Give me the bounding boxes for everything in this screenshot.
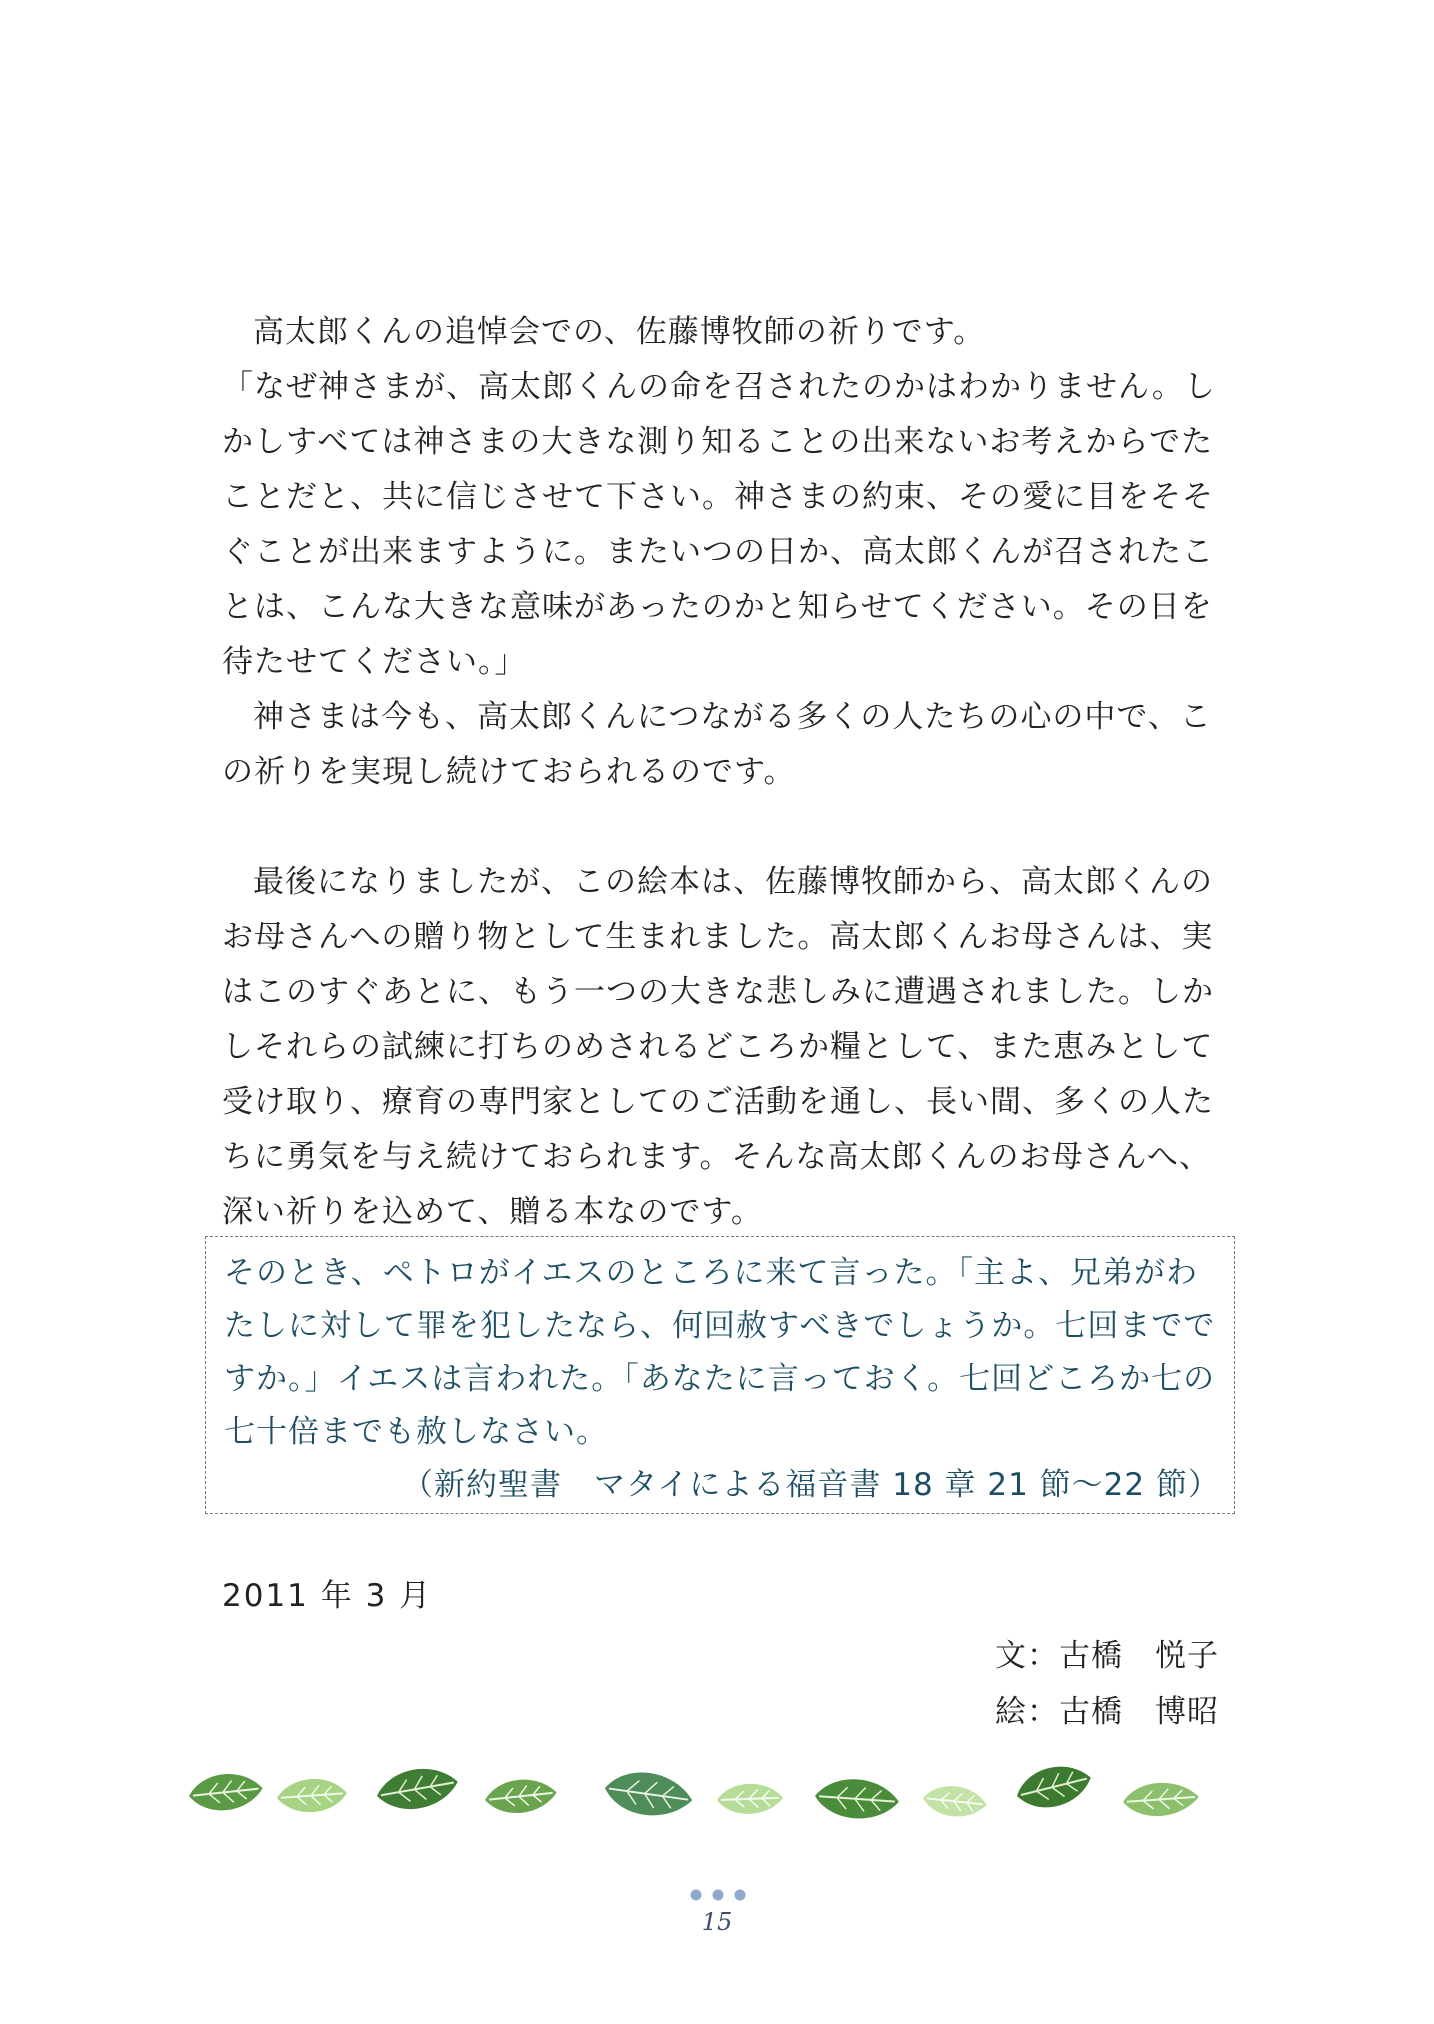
leaf-border — [185, 1760, 1245, 1840]
leaf-icon — [187, 1770, 264, 1814]
publication-date: 2011 年 3 月 — [222, 1578, 433, 1614]
leaf-icon — [276, 1777, 348, 1815]
ornament-dot — [691, 1890, 702, 1901]
ornament-dot — [735, 1890, 746, 1901]
paragraph-intro: 高太郎くんの追悼会での、佐藤博牧師の祈りです。 — [253, 314, 986, 350]
body-text — [222, 305, 1232, 1240]
scripture-quote-box — [205, 1236, 1235, 1514]
page-ornament-dots — [688, 1888, 748, 1902]
leaf-icon — [602, 1767, 695, 1821]
leaf-icon — [483, 1776, 558, 1816]
leaf-icon — [716, 1783, 783, 1815]
illustrator-credit: 絵：古橋 博昭 — [995, 1694, 1219, 1730]
paragraph-dedication: 最後になりましたが、この絵本は、佐藤博牧師から、高太郎くんのお母さんへの贈り物として生まれました。高太郎くんお母さんは、実はこのすぐあとに、もう一つの大きな悲しみに遭遇されました。しかしそれらの試練に打ちのめされるどころか糧として、また恵みとして受け取り、療育の専門家としてのご活動を通し、長い間、多くの人たちに勇気を与え続けておられます。そんな高太郎くんのお母さんへ、深い祈りを込めて、贈る本なのです。 — [222, 864, 1214, 1230]
leaf-icon — [1012, 1760, 1095, 1815]
leaf-icon — [1122, 1780, 1200, 1818]
leaf-icon — [921, 1783, 988, 1820]
scripture-reference: （新約聖書 マタイによる福音書 18 章 21 節～22 節） — [402, 1467, 1220, 1503]
credits — [995, 1628, 1219, 1740]
author-credit: 文：古橋 悦子 — [995, 1638, 1219, 1674]
paragraph-reflection: 神さまは今も、高太郎くんにつながる多くの人たちの心の中で、この祈りを実現し続けておられるのです。 — [222, 699, 1212, 790]
scripture-quote-text: そのとき、ペトロがイエスのところに来て言った。「主よ、兄弟がわたしに対して罪を犯したなら、何回赦すべきでしょうか。七回までですか。」イエスは言われた。「あなたに言っておく。七回どころか七の七十倍までも赦しなさい。 — [224, 1255, 1216, 1450]
paragraph-gap — [222, 800, 1232, 855]
leaf-icon — [814, 1777, 901, 1822]
leaf-icon — [374, 1763, 462, 1816]
paragraph-prayer: 「なぜ神さまが、高太郎くんの命を召されたのかはわかりません。しかしすべては神さまの大きな測り知ることの出来ないお考えからでたことだと、共に信じさせて下さい。神さまの約束、その愛に目をそそぐことが出来ますように。またいつの日か、高太郎くんが召されたことは、こんな大きな意味があったのかと知らせてください。その日を待たせてください。」 — [222, 369, 1216, 680]
ornament-dot — [713, 1890, 724, 1901]
page-number: 15 — [701, 1908, 733, 1936]
